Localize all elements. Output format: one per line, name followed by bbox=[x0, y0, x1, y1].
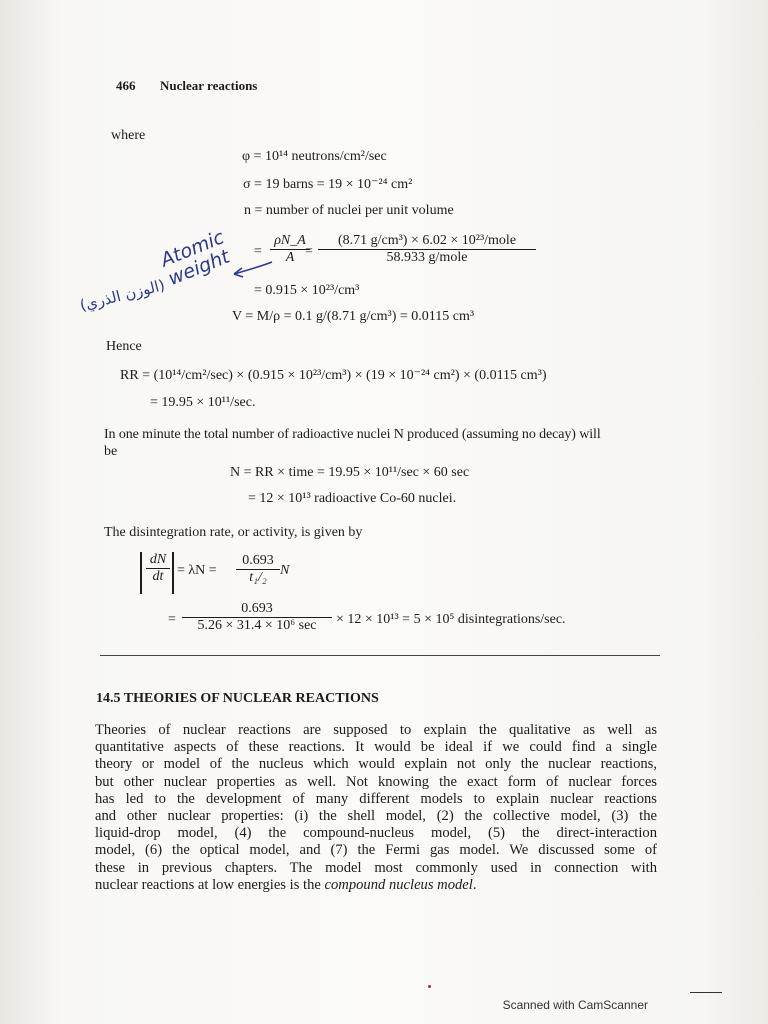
paragraph-line: liquid-drop model, (4) the compound-nucleus model, (5) the direct-interaction bbox=[95, 825, 657, 842]
fraction-denominator: dt bbox=[152, 569, 164, 584]
paragraph-line: quantitative aspects of these reactions. It would be ideal if we could find a single bbox=[95, 739, 657, 756]
section-divider bbox=[100, 655, 660, 656]
fraction-numerator: ρN_A bbox=[274, 233, 306, 248]
rr-equation-line2: = 19.95 × 10¹¹/sec. bbox=[150, 395, 256, 410]
final-fraction bbox=[182, 601, 332, 634]
equals-sign: = bbox=[168, 612, 176, 627]
n-symbol: N bbox=[280, 563, 290, 578]
running-title: Nuclear reactions bbox=[160, 78, 258, 93]
rr-equation-line1: RR = (10¹⁴/cm²/sec) × (0.915 × 10²³/cm³) × (19 × 10⁻²⁴ cm²) × (0.0115 cm³) bbox=[120, 368, 547, 383]
paragraph-line: model, (6) the optical model, and (7) the Fermi gas model. We discussed some of bbox=[95, 842, 657, 859]
lambda-n-expression: = λN = bbox=[177, 563, 217, 578]
final-result: × 12 × 10¹³ = 5 × 10⁵ disintegrations/sec. bbox=[336, 612, 566, 627]
handwritten-atomic-weight: Atomic weight bbox=[157, 226, 233, 291]
handwritten-arrow-icon bbox=[228, 258, 274, 280]
minute-text-line1: In one minute the total number of radioactive nuclei N produced (assuming no decay) will bbox=[104, 427, 601, 442]
equals-sign: = bbox=[305, 244, 313, 259]
intro-where: where bbox=[111, 128, 146, 143]
equals-sign: = bbox=[254, 244, 262, 259]
paragraph-last-line bbox=[95, 877, 657, 894]
fraction-denominator: 5.26 × 31.4 × 10⁶ sec bbox=[197, 618, 317, 633]
last-line-end: . bbox=[472, 876, 477, 893]
n-result: = 0.915 × 10²³/cm³ bbox=[254, 283, 360, 298]
paragraph-line: has led to the development of many different models to explain nuclear reactions bbox=[95, 790, 657, 807]
scan-edge-mark bbox=[690, 992, 722, 993]
compound-nucleus-model-emphasis: compound nucleus model bbox=[324, 876, 473, 893]
n-definition: n = number of nuclei per unit volume bbox=[244, 203, 454, 218]
paragraph-line: but other nuclear properties as well. Not knowing the exact form of nuclear forces bbox=[95, 773, 657, 790]
n-equation-line1: N = RR × time = 19.95 × 10¹¹/sec × 60 sec bbox=[230, 465, 470, 480]
paragraph-line: theory or model of the nucleus which would explain not only the nuclear reactions, bbox=[95, 756, 657, 773]
scanner-watermark: Scanned with CamScanner bbox=[502, 998, 648, 1012]
paragraph-line: these in previous chapters. The model most commonly used in connection with bbox=[95, 859, 657, 876]
fraction-numerator: (8.71 g/cm³) × 6.02 × 10²³/mole bbox=[337, 233, 517, 248]
paragraph-line: Theories of nuclear reactions are supposed to explain the qualitative as well as bbox=[95, 722, 657, 738]
half-life-fraction bbox=[236, 553, 280, 586]
phi-definition: φ = 10¹⁴ neutrons/cm²/sec bbox=[242, 149, 387, 164]
fraction-numerator: 0.693 bbox=[241, 601, 273, 616]
rho-na-over-a-fraction bbox=[270, 233, 310, 266]
last-line-start: nuclear reactions at low energies is the bbox=[95, 876, 325, 893]
fraction-denominator: 58.933 g/mole bbox=[386, 250, 468, 265]
paragraph-line: and other nuclear properties: (i) the shell model, (2) the collective model, (3) the bbox=[95, 808, 657, 825]
n-equation-line2: = 12 × 10¹³ radioactive Co-60 nuclei. bbox=[248, 491, 457, 506]
fraction-denominator: t₁/₂ bbox=[249, 570, 267, 585]
scan-speck bbox=[428, 985, 431, 988]
sigma-definition: σ = 19 barns = 19 × 10⁻²⁴ cm² bbox=[243, 177, 413, 192]
volume-equation: V = M/ρ = 0.1 g/(8.71 g/cm³) = 0.0115 cm³ bbox=[232, 309, 475, 324]
abs-bar-right bbox=[172, 552, 174, 594]
fraction-numerator: 0.693 bbox=[242, 553, 274, 568]
fraction-numerator: dN bbox=[149, 552, 167, 567]
fraction-denominator: A bbox=[285, 250, 295, 265]
density-fraction bbox=[318, 233, 536, 266]
dn-dt-fraction bbox=[146, 552, 170, 585]
hence-label: Hence bbox=[106, 339, 142, 354]
page-number: 466 bbox=[116, 78, 136, 93]
section-heading: 14.5 THEORIES OF NUCLEAR REACTIONS bbox=[96, 691, 379, 706]
handwritten-arabic-note: (الوزن الذري) bbox=[78, 275, 167, 315]
minute-text-line2: be bbox=[104, 444, 118, 459]
abs-bar-left bbox=[140, 552, 142, 594]
section-paragraph bbox=[95, 722, 657, 894]
activity-intro: The disintegration rate, or activity, is given by bbox=[104, 525, 363, 540]
